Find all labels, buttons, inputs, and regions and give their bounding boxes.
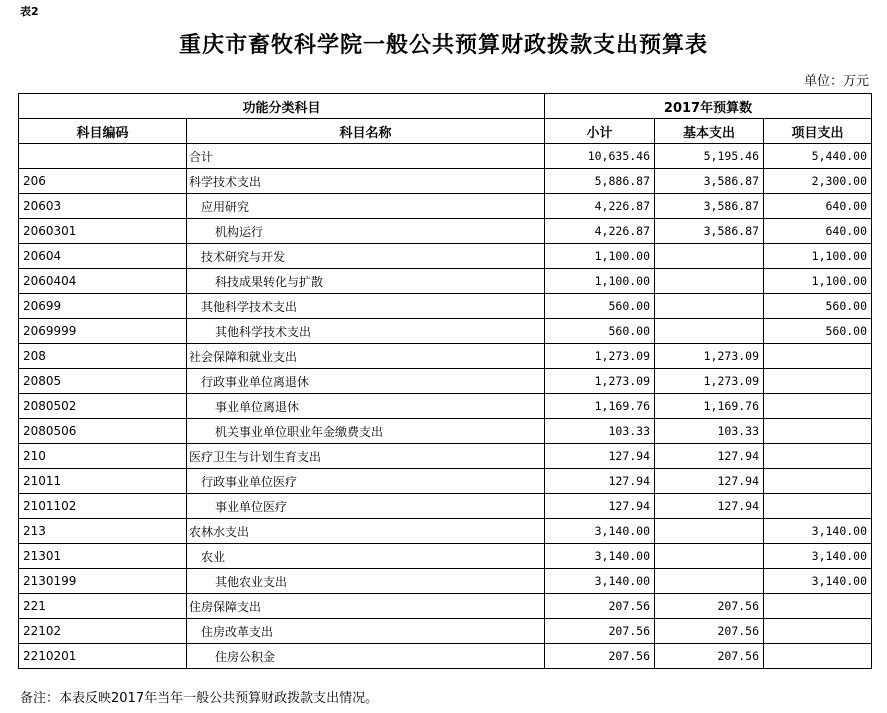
row-subtotal: 4,226.87 [545,219,655,244]
table-row [19,594,872,619]
row-name: 事业单位离退休 [187,394,545,419]
row-project: 560.00 [764,294,872,319]
row-basic: 3,586.87 [655,219,764,244]
row-subtotal: 560.00 [545,294,655,319]
row-code: 20805 [19,369,187,394]
table-tag: 表2 [20,5,39,18]
row-project [764,644,872,669]
row-project: 3,140.00 [764,544,872,569]
row-code: 21011 [19,469,187,494]
row-code [19,144,187,169]
row-name: 住房保障支出 [187,594,545,619]
table-row [19,194,872,219]
header-project: 项目支出 [764,119,872,144]
row-name: 住房公积金 [187,644,545,669]
row-subtotal: 3,140.00 [545,519,655,544]
table-row [19,319,872,344]
row-basic [655,544,764,569]
row-project: 3,140.00 [764,569,872,594]
row-subtotal: 10,635.46 [545,144,655,169]
table-row [19,244,872,269]
row-basic: 127.94 [655,469,764,494]
row-code: 21301 [19,544,187,569]
row-project [764,344,872,369]
row-name: 事业单位医疗 [187,494,545,519]
budget-table [18,93,872,669]
header-code: 科目编码 [19,119,187,144]
row-code: 210 [19,444,187,469]
row-basic: 127.94 [655,494,764,519]
row-subtotal: 1,273.09 [545,344,655,369]
row-code: 206 [19,169,187,194]
table-row [19,494,872,519]
row-project: 5,440.00 [764,144,872,169]
row-name: 其他农业支出 [187,569,545,594]
row-basic: 1,169.76 [655,394,764,419]
row-subtotal: 1,273.09 [545,369,655,394]
row-basic [655,519,764,544]
row-basic [655,294,764,319]
row-basic: 3,586.87 [655,194,764,219]
row-name: 技术研究与开发 [187,244,545,269]
table-row [19,394,872,419]
row-project [764,419,872,444]
header-basic: 基本支出 [655,119,764,144]
table-row [19,294,872,319]
row-subtotal: 3,140.00 [545,544,655,569]
unit-label: 单位：万元 [803,74,869,89]
row-basic: 207.56 [655,594,764,619]
row-project: 3,140.00 [764,519,872,544]
row-project [764,619,872,644]
row-name: 其他科学技术支出 [187,294,545,319]
table-row [19,144,872,169]
row-project: 640.00 [764,219,872,244]
row-subtotal: 4,226.87 [545,194,655,219]
table-row [19,619,872,644]
row-project [764,444,872,469]
row-name: 农林水支出 [187,519,545,544]
row-subtotal: 3,140.00 [545,569,655,594]
table-row [19,369,872,394]
row-basic: 103.33 [655,419,764,444]
row-project: 560.00 [764,319,872,344]
table-row [19,519,872,544]
row-code: 22102 [19,619,187,644]
row-subtotal: 127.94 [545,444,655,469]
row-basic [655,269,764,294]
row-basic: 207.56 [655,619,764,644]
header-function-classification: 功能分类科目 [19,94,545,119]
table-row [19,644,872,669]
row-name: 农业 [187,544,545,569]
table-row [19,569,872,594]
header-budget-2017: 2017年预算数 [545,94,872,119]
row-code: 2069999 [19,319,187,344]
row-name: 行政事业单位离退休 [187,369,545,394]
table-row [19,269,872,294]
row-subtotal: 207.56 [545,594,655,619]
table-row [19,444,872,469]
row-name: 机关事业单位职业年金缴费支出 [187,419,545,444]
row-subtotal: 207.56 [545,644,655,669]
header-column-row [19,119,872,144]
table-row [19,419,872,444]
header-group-row [19,94,872,119]
row-name: 机构运行 [187,219,545,244]
row-name: 科学技术支出 [187,169,545,194]
table-row [19,469,872,494]
row-name: 合计 [187,144,545,169]
row-project [764,369,872,394]
row-code: 213 [19,519,187,544]
row-code: 221 [19,594,187,619]
row-project: 2,300.00 [764,169,872,194]
row-code: 20603 [19,194,187,219]
table-row [19,169,872,194]
row-project: 640.00 [764,194,872,219]
row-name: 应用研究 [187,194,545,219]
row-basic [655,319,764,344]
table-body [19,144,872,669]
table-row [19,344,872,369]
row-code: 2210201 [19,644,187,669]
row-code: 2101102 [19,494,187,519]
row-project: 1,100.00 [764,244,872,269]
row-subtotal: 207.56 [545,619,655,644]
page-title: 重庆市畜牧科学院一般公共预算财政拨款支出预算表 [178,33,708,58]
row-basic: 207.56 [655,644,764,669]
row-basic [655,569,764,594]
row-name: 住房改革支出 [187,619,545,644]
row-basic [655,244,764,269]
header-name: 科目名称 [187,119,545,144]
row-code: 2060404 [19,269,187,294]
row-name: 社会保障和就业支出 [187,344,545,369]
row-subtotal: 127.94 [545,469,655,494]
row-name: 医疗卫生与计划生育支出 [187,444,545,469]
row-project [764,394,872,419]
row-subtotal: 1,100.00 [545,244,655,269]
row-project: 1,100.00 [764,269,872,294]
row-name: 行政事业单位医疗 [187,469,545,494]
row-name: 其他科学技术支出 [187,319,545,344]
row-basic: 1,273.09 [655,344,764,369]
row-basic: 3,586.87 [655,169,764,194]
table-row [19,544,872,569]
row-code: 2080506 [19,419,187,444]
row-subtotal: 5,886.87 [545,169,655,194]
row-subtotal: 127.94 [545,494,655,519]
row-subtotal: 560.00 [545,319,655,344]
row-code: 20699 [19,294,187,319]
row-code: 2060301 [19,219,187,244]
row-code: 20604 [19,244,187,269]
row-code: 208 [19,344,187,369]
table-row [19,219,872,244]
row-subtotal: 1,169.76 [545,394,655,419]
row-subtotal: 1,100.00 [545,269,655,294]
header-subtotal: 小计 [545,119,655,144]
row-project [764,469,872,494]
row-code: 2080502 [19,394,187,419]
row-project [764,594,872,619]
row-subtotal: 103.33 [545,419,655,444]
row-project [764,494,872,519]
footnote: 备注：本表反映2017年当年一般公共预算财政拨款支出情况。 [20,691,379,706]
row-name: 科技成果转化与扩散 [187,269,545,294]
row-basic: 1,273.09 [655,369,764,394]
row-basic: 5,195.46 [655,144,764,169]
row-code: 2130199 [19,569,187,594]
row-basic: 127.94 [655,444,764,469]
